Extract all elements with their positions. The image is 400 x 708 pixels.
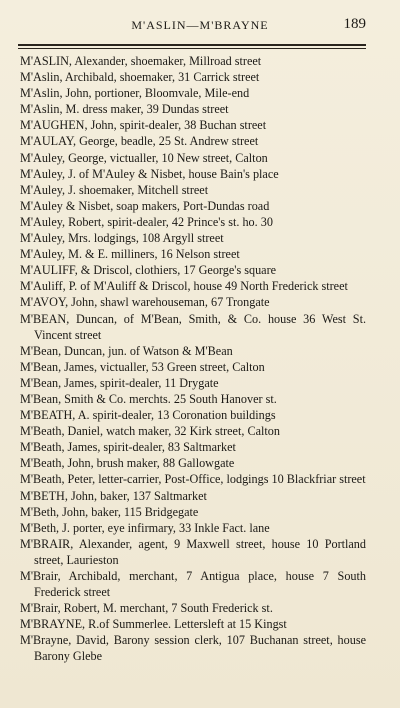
directory-entry: M'Beath, Daniel, watch maker, 32 Kirk street, Calton — [20, 424, 280, 439]
directory-entry: M'BRAYNE, R.of Summerlee. Lettersleft at 15 Kingst — [20, 617, 287, 632]
directory-entry: M'Beth, John, baker, 115 Bridgegate — [20, 504, 199, 519]
directory-entries — [20, 53, 366, 665]
directory-entry: M'Aslin, M. dress maker, 39 Dundas street — [20, 102, 229, 117]
directory-entry: M'AULAY, George, beadle, 25 St. Andrew street — [20, 134, 259, 149]
directory-entry: M'Beath, John, brush maker, 88 Gallowgate — [20, 456, 235, 471]
directory-entry: M'AUGHEN, John, spirit-dealer, 38 Buchan street — [20, 118, 267, 133]
directory-entry: M'Auley, Robert, spirit-dealer, 42 Prince's st. ho. 30 — [20, 214, 273, 229]
directory-entry: M'BRAIR, Alexander, agent, 9 Maxwell street, house 10 Portland street, Laurieston — [20, 536, 366, 567]
directory-entry: M'Bean, James, victualler, 53 Green street, Calton — [20, 359, 265, 374]
running-head — [0, 18, 400, 38]
directory-entry: M'AULIFF, & Driscol, clothiers, 17 George's square — [20, 263, 277, 278]
directory-entry: M'Bean, James, spirit-dealer, 11 Drygate — [20, 375, 219, 390]
directory-entry: M'Auliff, P. of M'Auliff & Driscol, house 49 North Frederick street — [20, 279, 348, 294]
directory-entry: M'BETH, John, baker, 137 Saltmarket — [20, 488, 207, 503]
directory-entry: M'BEAN, Duncan, of M'Bean, Smith, & Co. house 36 West St. Vincent street — [20, 311, 366, 342]
directory-entry: M'Auley, J. shoemaker, Mitchell street — [20, 182, 209, 197]
header-rule — [18, 44, 366, 46]
directory-entry: M'Brayne, David, Barony session clerk, 107 Buchanan street, house Barony Glebe — [20, 633, 366, 664]
page-number: 189 — [343, 16, 366, 32]
directory-entry: M'Auley, J. of M'Auley & Nisbet, house Bain's place — [20, 166, 279, 181]
directory-entry: M'BEATH, A. spirit-dealer, 13 Coronation buildings — [20, 408, 276, 423]
directory-entry: M'Beath, James, spirit-dealer, 83 Saltmarket — [20, 440, 236, 455]
directory-entry: M'ASLIN, Alexander, shoemaker, Millroad street — [20, 54, 262, 68]
directory-entry: M'Auley, George, victualler, 10 New street, Calton — [20, 150, 268, 165]
directory-entry: M'Brair, Archibald, merchant, 7 Antigua place, house 7 South Frederick street — [20, 569, 366, 600]
directory-entry: M'Bean, Smith & Co. merchts. 25 South Hanover st. — [20, 391, 277, 406]
directory-entry: M'Auley, Mrs. lodgings, 108 Argyll street — [20, 231, 224, 246]
directory-entry: M'Aslin, John, portioner, Bloomvale, Mile-end — [20, 86, 250, 101]
directory-entry: M'Auley & Nisbet, soap makers, Port-Dundas road — [20, 198, 270, 213]
directory-entry: M'Auley, M. & E. milliners, 16 Nelson street — [20, 247, 240, 262]
running-title: M'ASLIN—M'BRAYNE — [131, 18, 269, 32]
directory-entry: M'Bean, Duncan, jun. of Watson & M'Bean — [20, 343, 233, 358]
header-rule-thin — [18, 48, 366, 49]
directory-entry: M'Aslin, Archibald, shoemaker, 31 Carrick street — [20, 70, 260, 85]
directory-entry: M'Beth, J. porter, eye infirmary, 33 Inkle Fact. lane — [20, 520, 270, 535]
directory-entry: M'Beath, Peter, letter-carrier, Post-Office, lodgings 10 Blackfriar street — [20, 472, 366, 487]
directory-entry: M'Brair, Robert, M. merchant, 7 South Frederick st. — [20, 601, 273, 616]
directory-entry: M'AVOY, John, shawl warehouseman, 67 Trongate — [20, 295, 270, 310]
